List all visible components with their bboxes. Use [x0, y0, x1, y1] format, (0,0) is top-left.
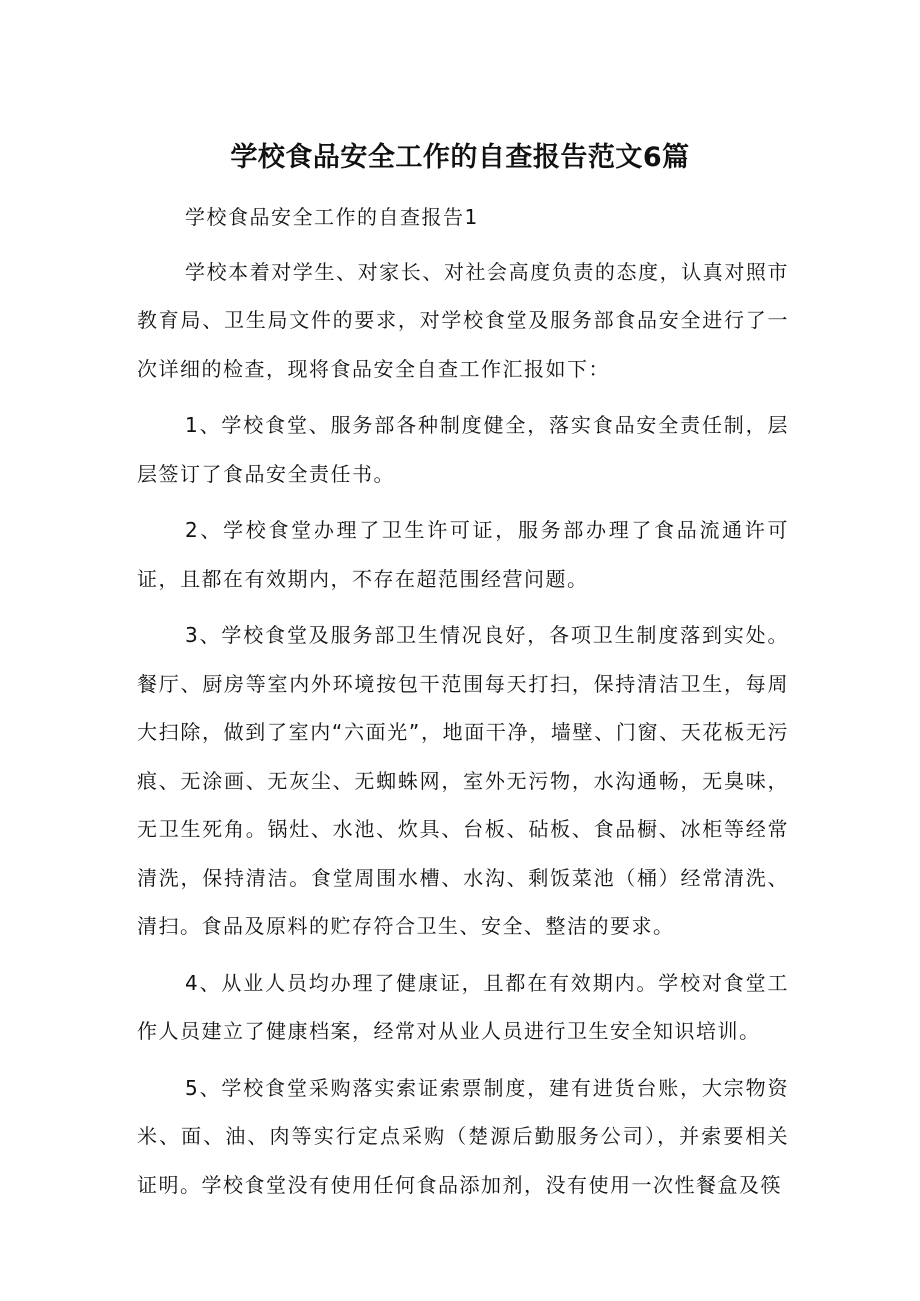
intro-paragraph: 学校本着对学生、对家长、对社会高度负责的态度，认真对照市教育局、卫生局文件的要求，对学校食堂及服务部食品安全进行了一次详细的检查，现将食品安全自查工作汇报如下： [137, 259, 789, 381]
section-heading: 学校食品安全工作的自查报告1 [185, 205, 479, 229]
item-paragraph-2: 2、学校食堂办理了卫生许可证，服务部办理了食品流通许可证，且都在有效期内，不存在超范围经营问题。 [137, 518, 789, 591]
item-paragraph-5: 5、学校食堂采购落实索证索票制度，建有进货台账，大宗物资米、面、油、肉等实行定点采购（楚源后勤服务公司），并索要相关证明。学校食堂没有使用任何食品添加剂，没有使用一次性餐盒及筷 [137, 1075, 789, 1197]
item-paragraph-4: 4、从业人员均办理了健康证，且都在有效期内。学校对食堂工作人员建立了健康档案，经常对从业人员进行卫生安全知识培训。 [137, 970, 789, 1043]
item-paragraph-1: 1、学校食堂、服务部各种制度健全，落实食品安全责任制，层层签订了食品安全责任书。 [137, 413, 789, 486]
document-title: 学校食品安全工作的自查报告范文6篇 [230, 142, 690, 173]
item-paragraph-3: 3、学校食堂及服务部卫生情况良好，各项卫生制度落到实处。餐厅、厨房等室内外环境按包干范围每天打扫，保持清洁卫生，每周大扫除，做到了室内“六面光”，地面干净，墙壁、门窗、天花板无污痕、无涂画、无灰尘、无蜘蛛网，室外无污物，水沟通畅，无臭味，无卫生死角。锅灶、水池、炊具、台板、砧板、食品橱、冰柜等经常清洗，保持清洁。食堂周围水槽、水沟、剩饭菜池（桶）经常清洗、清扫。食品及原料的贮存符合卫生、安全、整洁的要求。 [137, 623, 789, 938]
document-body [137, 193, 789, 1217]
